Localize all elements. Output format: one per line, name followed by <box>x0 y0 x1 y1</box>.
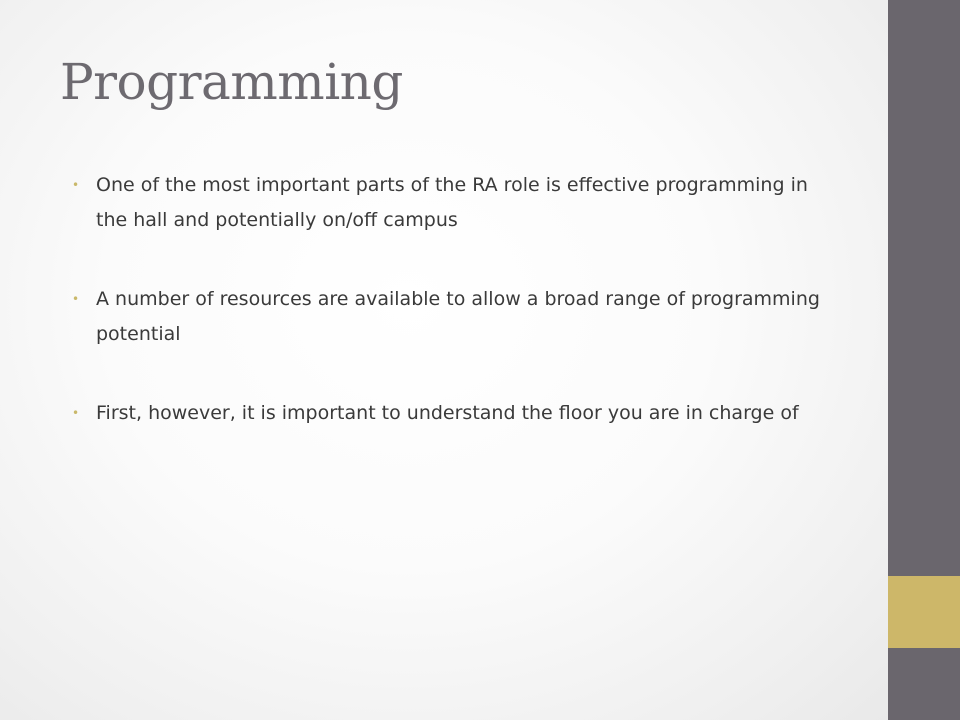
bullet-dot-icon: • <box>72 292 80 306</box>
bullet-dot-icon: • <box>72 406 80 420</box>
bullet-list <box>72 168 832 475</box>
bullet-item <box>72 396 832 431</box>
bullet-text: A number of resources are available to allow a broad range of programming potential <box>96 288 820 345</box>
sidebar-accent-block <box>888 576 960 648</box>
bullet-text: One of the most important parts of the RA role is effective programming in the hall and potentially on/off campus <box>96 174 808 231</box>
bullet-item <box>72 282 832 352</box>
bullet-text: First, however, it is important to understand the floor you are in charge of <box>96 402 799 424</box>
bullet-item <box>72 168 832 238</box>
slide-title: Programming <box>60 53 403 111</box>
bullet-dot-icon: • <box>72 178 80 192</box>
